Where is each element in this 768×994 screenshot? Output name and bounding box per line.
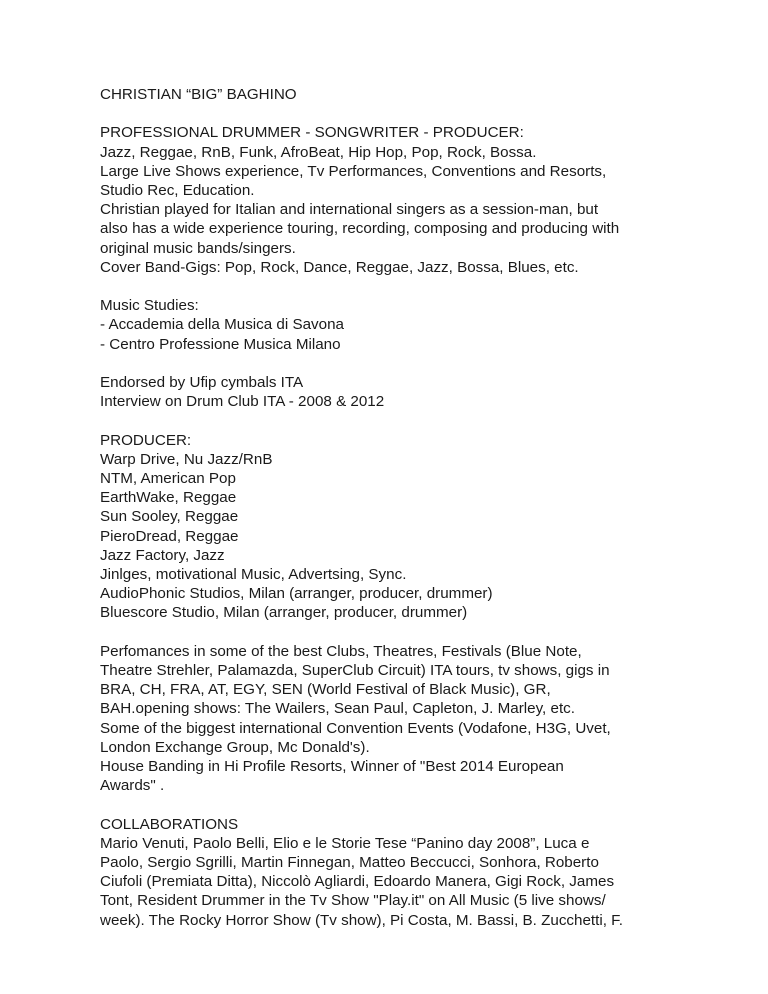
list-item: PieroDread, Reggae xyxy=(100,527,239,545)
text-line: Some of the biggest international Convention Events (Vodafone, H3G, Uvet, xyxy=(100,719,611,737)
text-line: Cover Band-Gigs: Pop, Rock, Dance, Reggae, Jazz, Bossa, Blues, etc. xyxy=(100,258,579,276)
text-line: original music bands/singers. xyxy=(100,239,296,257)
text-line: also has a wide experience touring, recording, composing and producing with xyxy=(100,220,620,238)
text-line: Ciufoli (Premiata Ditta), Niccolò Agliardi, Edoardo Manera, Gigi Rock, James xyxy=(100,873,615,891)
profile-paragraph xyxy=(100,123,740,277)
text-line: Awards" . xyxy=(100,777,165,795)
text-line: Tont, Resident Drummer in the Tv Show "Play.it" on All Music (5 live shows/ xyxy=(100,892,606,910)
text-line: BRA, CH, FRA, AT, EGY, SEN (World Festival of Black Music), GR, xyxy=(100,681,551,699)
text-line: BAH.opening shows: The Wailers, Sean Paul, Capleton, J. Marley, etc. xyxy=(100,700,575,718)
list-item: Warp Drive, Nu Jazz/RnB xyxy=(100,450,273,468)
music-studies-paragraph xyxy=(100,296,740,354)
document-page xyxy=(100,85,740,949)
music-studies-heading: Music Studies: xyxy=(100,297,199,315)
text-line: Endorsed by Ufip cymbals ITA xyxy=(100,374,304,391)
endorsement-paragraph xyxy=(100,373,740,411)
text-line: London Exchange Group, Mc Donald's). xyxy=(100,738,370,756)
text-line: Interview on Drum Club ITA - 2008 & 2012 xyxy=(100,393,385,411)
text-line: Jazz, Reggae, RnB, Funk, AfroBeat, Hip Hop, Pop, Rock, Bossa. xyxy=(100,143,537,161)
text-line: Perfomances in some of the best Clubs, Theatres, Festivals (Blue Note, xyxy=(100,642,582,660)
text-line: Paolo, Sergio Sgrilli, Martin Finnegan, Matteo Beccucci, Sonhora, Roberto xyxy=(100,854,599,872)
collaborations-heading: COLLABORATIONS xyxy=(100,815,239,833)
list-item: Jazz Factory, Jazz xyxy=(100,546,225,564)
list-item: Sun Sooley, Reggae xyxy=(100,508,239,526)
list-item: Bluescore Studio, Milan (arranger, producer, drummer) xyxy=(100,604,468,622)
collaborations-paragraph xyxy=(100,815,740,930)
list-item: EarthWake, Reggae xyxy=(100,489,237,507)
document-title: CHRISTIAN “BIG” BAGHINO xyxy=(100,86,297,103)
list-item: Jinlges, motivational Music, Advertsing, Sync. xyxy=(100,566,407,584)
text-line: Large Live Shows experience, Tv Performances, Conventions and Resorts, xyxy=(100,162,607,180)
text-line: Mario Venuti, Paolo Belli, Elio e le Storie Tese “Panino day 2008”, Luca e xyxy=(100,834,590,852)
title-block xyxy=(100,85,740,104)
text-line: week). The Rocky Horror Show (Tv show), Pi Costa, M. Bassi, B. Zucchetti, F. xyxy=(100,911,623,929)
list-item: NTM, American Pop xyxy=(100,470,236,487)
list-item: - Centro Professione Musica Milano xyxy=(100,335,341,353)
producer-paragraph xyxy=(100,431,740,623)
text-line: Theatre Strehler, Palamazda, SuperClub Circuit) ITA tours, tv shows, gigs in xyxy=(100,662,610,680)
text-line: Christian played for Italian and international singers as a session-man, but xyxy=(100,201,599,219)
profile-heading: PROFESSIONAL DRUMMER - SONGWRITER - PRODUCER: xyxy=(100,124,524,142)
list-item: - Accademia della Musica di Savona xyxy=(100,316,344,334)
text-line: House Banding in Hi Profile Resorts, Winner of "Best 2014 European xyxy=(100,758,564,776)
list-item: AudioPhonic Studios, Milan (arranger, producer, drummer) xyxy=(100,585,493,603)
text-line: Studio Rec, Education. xyxy=(100,182,255,199)
performances-paragraph xyxy=(100,642,740,796)
producer-heading: PRODUCER: xyxy=(100,431,192,449)
